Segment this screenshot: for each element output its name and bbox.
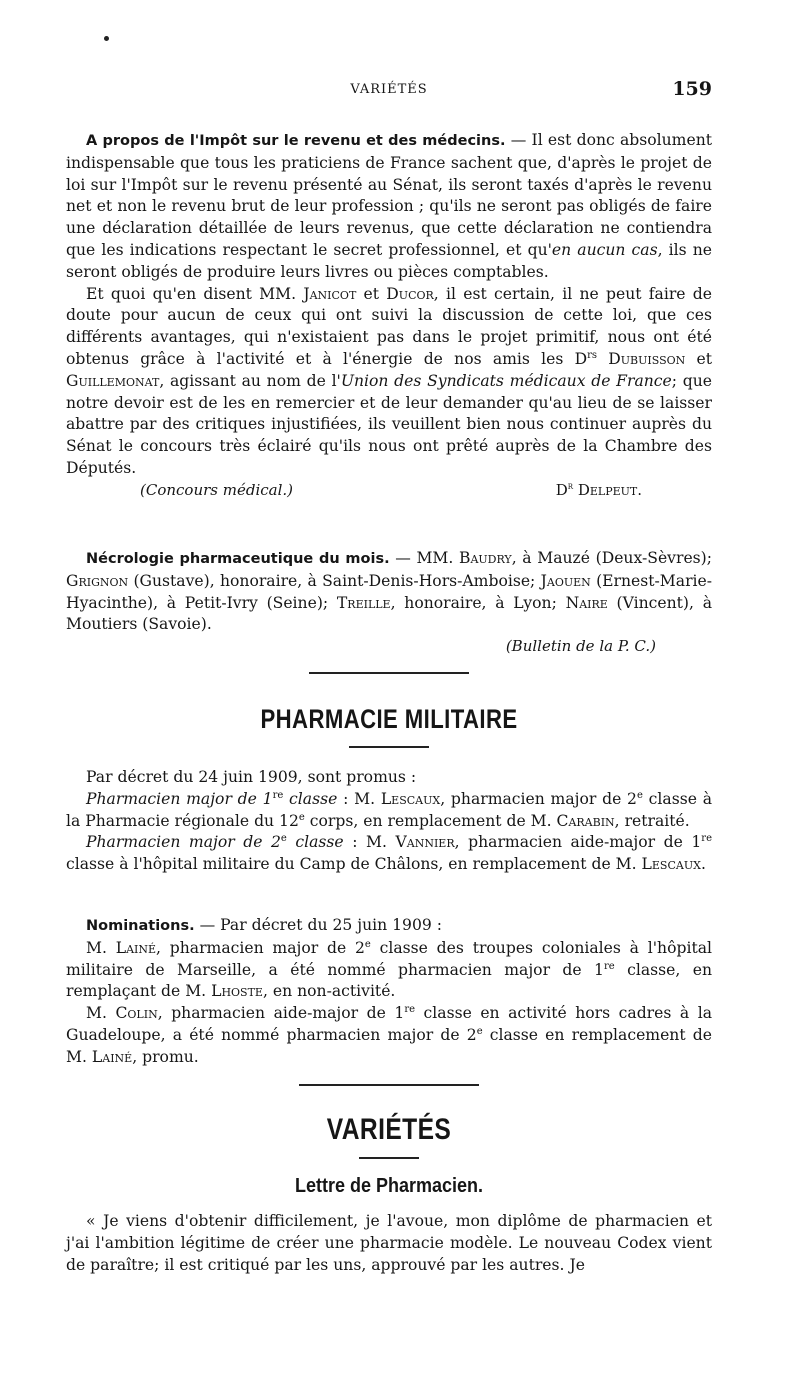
name-carabin: Carabin — [556, 811, 615, 830]
nom2-b: , pharmacien aide-major de 1 — [157, 1004, 405, 1023]
name-janicot: Janicot — [303, 284, 357, 303]
impot-text-2: , ils ne seront obligés de produire leurs livres ou pièces comptables. — [66, 240, 712, 281]
divider-rule-1 — [309, 672, 469, 674]
promo2-d: . — [700, 855, 706, 874]
nominations-text: — Par décret du 25 juin 1909 : — [194, 916, 443, 934]
nominations-intro — [66, 915, 712, 938]
necro-t4: , honoraire, à Lyon; — [390, 593, 566, 612]
impot-p2-c: , il est certain, il ne peut faire de doute pour aucun de ceux qui ont suivi la discussion de cette loi, que ces différents avantages, qui n'existaient pas dans le projet primitif, nous ont été obtenus grâce à l'activité et à l'énergie de nos amis les D — [66, 284, 712, 368]
promo2-sup2: re — [701, 833, 712, 845]
author-prefix: D — [555, 480, 568, 499]
page-header — [66, 78, 712, 102]
impot-p2-b: et — [356, 284, 387, 303]
author-sup: r — [567, 480, 574, 492]
heading-underline-1 — [349, 746, 429, 748]
militaire-section — [66, 767, 712, 876]
name-ducor: Ducor — [386, 284, 434, 303]
name-dubuisson: Dubuisson — [597, 349, 686, 368]
impot-union-italic: Union des Syndicats médicaux de France — [340, 371, 672, 390]
promo2-c: classe à l'hôpital militaire du Camp de Châlons, en remplacement de M. — [66, 855, 642, 874]
necrologie-section — [66, 548, 712, 658]
nomination-2 — [66, 1003, 712, 1068]
nom2-e: , promu. — [132, 1047, 199, 1066]
pharmacie-militaire-heading: PHARMACIE MILITAIRE — [260, 704, 518, 734]
name-guillemonat: Guillemonat — [66, 371, 160, 390]
necro-t5: (Vincent), à Moutiers (Savoie). — [66, 593, 712, 634]
promo1-sup1: re — [272, 789, 284, 801]
nom1-sup2: re — [603, 960, 615, 972]
impot-author — [556, 480, 712, 502]
impot-p2-e: , agissant au nom de l' — [159, 371, 341, 390]
promo2-it1: Pharmacien major de 2 — [86, 833, 281, 852]
varietes-heading: VARIÉTÉS — [326, 1113, 452, 1146]
nom2-sup2: e — [476, 1025, 483, 1037]
name-lescaux: Lescaux — [380, 789, 441, 808]
nom1-sup1: e — [364, 938, 371, 950]
necrologie-paragraph — [66, 548, 712, 636]
necro-t1: , à Mauzé (Deux-Sèvres); — [511, 549, 713, 567]
necro-t3: (Ernest-Marie-Hyacinthe), à Petit-Ivry (Seine); — [66, 571, 713, 612]
promo1-it1: Pharmacien major de 1 — [86, 789, 273, 808]
impot-source: (Concours médical.) — [140, 480, 294, 499]
name-laine-2: Lainé — [91, 1047, 133, 1066]
promo1-b: , pharmacien major de 2 — [440, 789, 637, 808]
promo2-it2: classe — [286, 833, 344, 852]
promo1-a: : M. — [337, 789, 381, 808]
impot-paragraph-1 — [66, 130, 712, 284]
necrologie-source-text: Bulletin de la P. C. — [511, 637, 651, 656]
name-naire: Naire — [565, 593, 608, 612]
varietes-letter: « Je viens d'obtenir difficilement, je l'avoue, mon diplôme de pharmacien et j'ai l'ambition légitime de créer une pharmacie modèle. Le nouveau Codex vient de paraître; il est critiqué par les uns, approuvé par les autres. Je — [66, 1212, 712, 1274]
militaire-intro: Par décret du 24 juin 1909, sont promus : — [86, 768, 417, 786]
promo1-sup2: e — [636, 789, 643, 801]
nom2-c: classe en activité hors cadres à la Guadeloupe, a été nommé pharmacien major de 2 — [66, 1004, 713, 1044]
impot-signature — [66, 480, 712, 502]
nom1-b: , pharmacien major de 2 — [156, 938, 365, 957]
sup-rs: rs — [587, 349, 598, 361]
nomination-1 — [66, 938, 712, 1003]
promo1-e: , retraité. — [614, 811, 690, 830]
nom2-sup1: re — [404, 1004, 416, 1015]
nom1-e: , en non-activité. — [262, 982, 396, 1001]
nominations-title: Nominations. — [86, 918, 195, 934]
varietes-subheading: Lettre de Pharmacien. — [294, 1175, 484, 1197]
impot-p2-f: ; que notre devoir est de les en remercier et de leur demander qu'au lieu de se laisser abattre par des critiques injustifiées, ils veuillent bien nous continuer auprès du Sénat le concours très éclairé qu'ils nous ont prêté auprès de la Chambre des Députés. — [66, 371, 712, 477]
nom2-a: M. — [86, 1004, 116, 1023]
impot-section — [66, 130, 712, 502]
nom2-d: classe en remplacement de M. — [66, 1025, 712, 1066]
promo2-sup1: e — [280, 833, 287, 845]
necro-t2: (Gustave), honoraire, à Saint-Denis-Hors-Amboise; — [128, 571, 541, 590]
impot-title: A propos de l'Impôt sur le revenu et des médecins. — [86, 133, 506, 149]
promo1-d: corps, en remplacement de M. — [304, 811, 557, 830]
nom1-d: classe, en remplaçant de M. — [66, 960, 712, 1001]
name-vannier: Vannier — [395, 833, 455, 852]
promo1-it2: classe — [283, 789, 338, 808]
page — [66, 0, 712, 1392]
name-lhoste: Lhoste — [211, 982, 263, 1001]
promo1-sup3: e — [298, 811, 305, 823]
necro-a: — MM. — [389, 549, 459, 567]
name-grignon: Grignon — [66, 571, 129, 590]
promotion-2 — [66, 832, 712, 876]
impot-paragraph-2 — [66, 284, 712, 480]
promo1-c: classe à la Pharmacie régionale du 12 — [66, 789, 712, 830]
impot-source-text: Concours médical. — [145, 480, 288, 499]
running-title: VARIÉTÉS — [350, 82, 428, 97]
author-name: Delpeut. — [573, 480, 642, 499]
name-treille: Treille — [336, 593, 391, 612]
heading-underline-2 — [359, 1157, 419, 1159]
nom1-c: classe des troupes coloniales à l'hôpital militaire de Marseille, a été nommé pharmacien major de 1 — [66, 938, 712, 979]
name-baudry: Baudry — [459, 549, 512, 567]
nom1-a: M. — [86, 938, 116, 957]
name-laine: Lainé — [115, 938, 157, 957]
impot-p2-d: et — [685, 349, 713, 368]
varietes-section — [66, 1211, 712, 1276]
impot-text-1: — Il est donc absolument indispensable que tous les praticiens de France sachent que, d'après le projet de loi sur l'Impôt sur le revenu présenté au Sénat, ils seront taxés d'après le revenu net et non le revenu brut de leur profession ; qu'ils ne seront pas obligés de faire une déclaration détaillée de leurs revenus, que cette déclaration ne contiendra que les indications respectant le secret professionnel, et qu' — [66, 131, 712, 259]
divider-rule-2 — [299, 1084, 479, 1086]
name-jaouen: Jaouen — [540, 571, 591, 590]
nominations-section — [66, 915, 712, 1069]
promo2-b: , pharmacien aide-major de 1 — [454, 833, 702, 852]
impot-italic: en aucun cas — [551, 240, 658, 259]
name-colin: Colin — [115, 1004, 158, 1023]
name-lescaux-2: Lescaux — [641, 855, 701, 874]
necrologie-title: Nécrologie pharmaceutique du mois. — [86, 551, 390, 567]
promotion-1 — [66, 789, 712, 833]
page-number: 159 — [672, 78, 712, 100]
necrologie-source: (Bulletin de la P. C.) — [505, 637, 656, 656]
promo2-a: : M. — [343, 833, 396, 852]
impot-p2-a: Et quoi qu'en disent MM. — [86, 284, 304, 303]
